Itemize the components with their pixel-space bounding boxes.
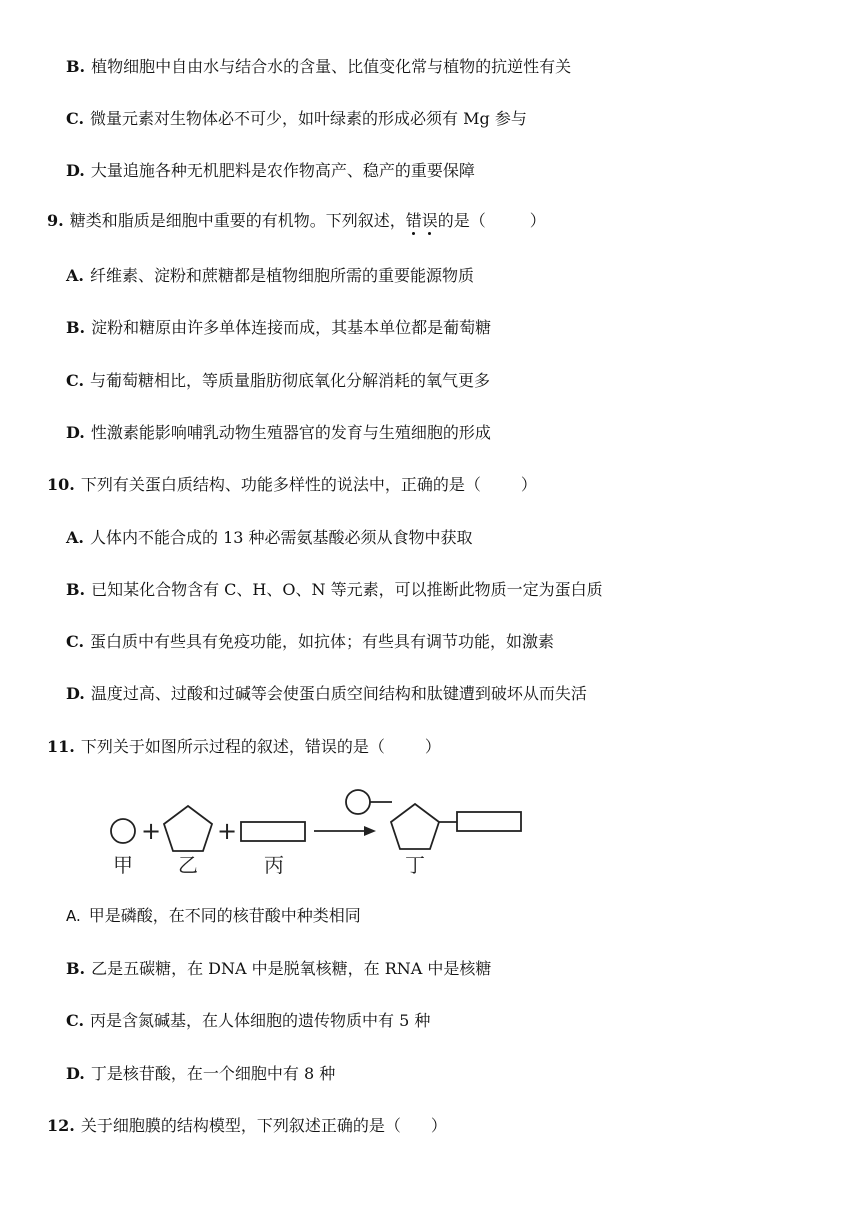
- phosphate-circle: [111, 819, 135, 843]
- question-stem: 糖类和脂质是细胞中重要的有机物。下列叙述，: [69, 211, 406, 230]
- plus-sign: +: [217, 817, 238, 845]
- question-stem-end: 的是（: [437, 211, 486, 230]
- option-label: C.: [66, 371, 85, 390]
- question-number: 11.: [47, 737, 75, 756]
- option-text: 温度过高、过酸和过碱等会使蛋白质空间结构和肽键遭到破坏从而失活: [90, 684, 587, 703]
- nucleotide-base: [457, 812, 521, 831]
- q9-option-c: [66, 371, 490, 391]
- option-label: A.: [66, 266, 84, 285]
- q8-option-d: [66, 161, 475, 181]
- option-text: 丙是含氮碱基，在人体细胞的遗传物质中有 5 种: [90, 1011, 431, 1030]
- option-label: B.: [66, 57, 86, 76]
- pentose-pentagon: [164, 806, 212, 851]
- label-bing: 丙: [264, 853, 284, 877]
- option-label: D.: [66, 1064, 85, 1083]
- option-label: A.: [66, 528, 84, 547]
- option-text: 乙是五碳糖，在 DNA 中是脱氧核糖，在 RNA 中是核糖: [91, 959, 492, 978]
- answer-paren-close: ）: [424, 737, 441, 756]
- question-number: 12.: [47, 1116, 75, 1135]
- q10-option-c: [66, 632, 554, 652]
- q8-option-b: [66, 57, 571, 77]
- option-label: C.: [66, 1011, 85, 1030]
- q10-option-a: [66, 528, 473, 548]
- emphasis-char: 误: [421, 211, 438, 230]
- option-text: 淀粉和糖原由许多单体连接而成，其基本单位都是葡萄糖: [91, 318, 492, 337]
- plus-sign: +: [141, 817, 162, 845]
- option-label: B.: [66, 318, 86, 337]
- question-stem: 下列有关蛋白质结构、功能多样性的说法中，正确的是（: [80, 475, 481, 494]
- option-label: D.: [66, 161, 85, 180]
- arrow-head: [364, 826, 376, 836]
- option-label: B.: [66, 959, 86, 978]
- q9-option-b: [66, 318, 491, 338]
- q11-option-c: [66, 1011, 430, 1031]
- option-text: 蛋白质中有些具有免疫功能，如抗体；有些具有调节功能，如激素: [90, 632, 555, 651]
- emphasis-char: 错: [405, 211, 422, 230]
- label-yi: 乙: [178, 853, 198, 877]
- option-label: D.: [66, 684, 85, 703]
- q9-option-a: [66, 266, 474, 286]
- option-text: 丁是核苷酸，在一个细胞中有 8 种: [90, 1064, 336, 1083]
- answer-paren-close: ）: [529, 211, 546, 230]
- option-text: 纤维素、淀粉和蔗糖都是植物细胞所需的重要能源物质: [89, 266, 474, 285]
- option-label: A.: [66, 907, 81, 925]
- option-text: 已知某化合物含有 C、H、O、N 等元素，可以推断此物质一定为蛋白质: [91, 580, 603, 599]
- option-text: 甲是磷酸，在不同的核苷酸中种类相同: [88, 906, 361, 925]
- q11-option-d: [66, 1064, 335, 1084]
- q8-option-c: [66, 109, 527, 129]
- nucleotide-phosphate: [346, 790, 370, 814]
- base-rectangle: [241, 822, 305, 841]
- q10-option-d: [66, 684, 587, 704]
- nucleotide-diagram: [100, 782, 540, 882]
- answer-paren-close: ）: [520, 475, 537, 494]
- option-text: 人体内不能合成的 13 种必需氨基酸必须从食物中获取: [89, 528, 473, 547]
- label-jia: 甲: [113, 853, 133, 877]
- option-label: C.: [66, 632, 85, 651]
- question-number: 9.: [47, 211, 64, 230]
- option-text: 与葡萄糖相比，等质量脂肪彻底氧化分解消耗的氧气更多: [90, 371, 491, 390]
- question-number: 10.: [47, 475, 75, 494]
- question-stem: 下列关于如图所示过程的叙述，错误的是（: [80, 737, 385, 756]
- q11-option-b: [66, 959, 491, 979]
- question-stem: 关于细胞膜的结构模型，下列叙述正确的是（: [80, 1116, 401, 1135]
- answer-paren-close: ）: [430, 1116, 447, 1135]
- nucleotide-pentose: [391, 804, 439, 849]
- q9-option-d: [66, 423, 491, 443]
- option-label: D.: [66, 423, 85, 442]
- option-text: 植物细胞中自由水与结合水的含量、比值变化常与植物的抗逆性有关: [91, 57, 572, 76]
- q9-stem: [47, 211, 546, 231]
- option-label: B.: [66, 580, 86, 599]
- option-label: C.: [66, 109, 85, 128]
- q12-stem: [47, 1116, 447, 1136]
- q10-option-b: [66, 580, 603, 600]
- option-text: 微量元素对生物体必不可少，如叶绿素的形成必须有 Mg 参与: [90, 109, 527, 128]
- q11-option-a: [66, 906, 361, 926]
- option-text: 大量追施各种无机肥料是农作物高产、稳产的重要保障: [90, 161, 475, 180]
- option-text: 性激素能影响哺乳动物生殖器官的发育与生殖细胞的形成: [90, 423, 491, 442]
- q10-stem: [47, 475, 537, 495]
- q11-stem: [47, 737, 441, 757]
- label-ding: 丁: [405, 853, 425, 877]
